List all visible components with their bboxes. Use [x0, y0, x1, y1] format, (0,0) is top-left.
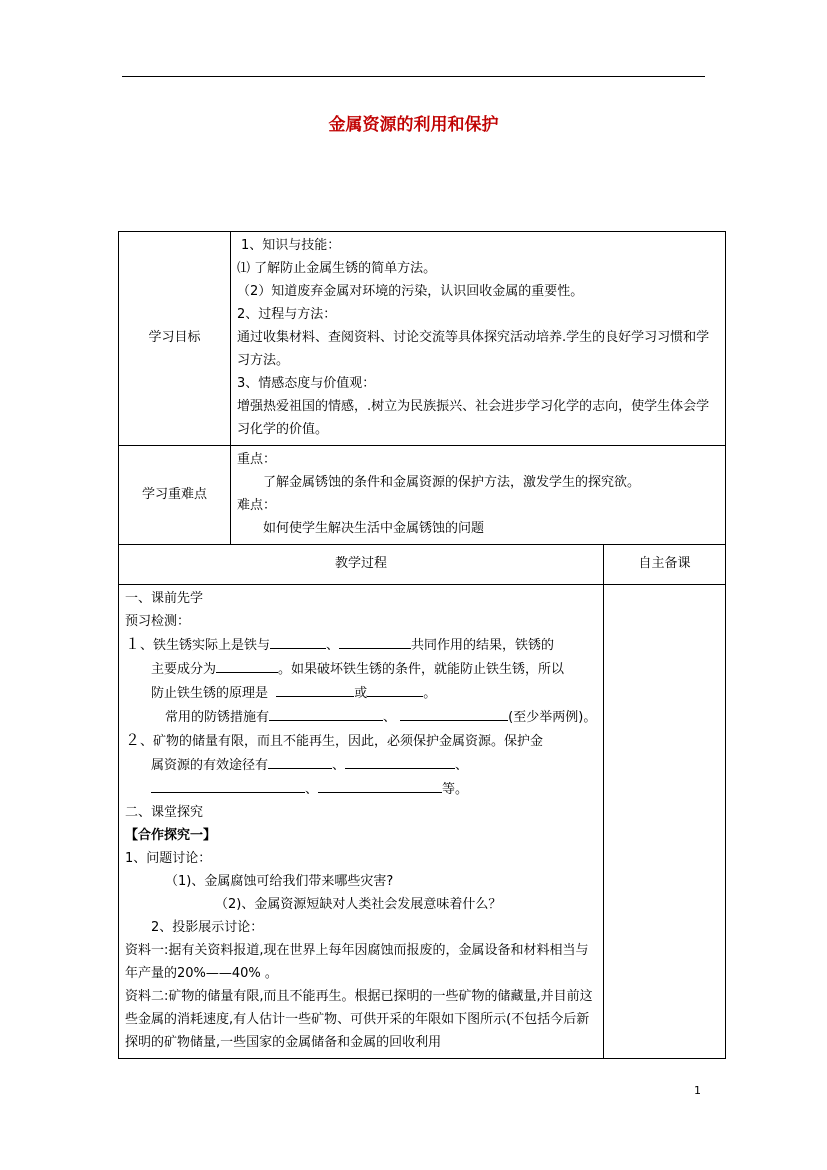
goals-line: （2）知道废弃金属对环境的污染，认识回收金属的重要性。 [237, 284, 584, 299]
question-2: ２、矿物的储量有限，而且不能再生，因此，必须保护金属资源。保护金 [125, 731, 544, 749]
answer-blank[interactable] [268, 753, 332, 769]
goals-line: 1、知识与技能： [241, 238, 341, 253]
goals-line: 通过收集材料、查阅资料、讨论交流等具体探究活动培养.学生的良好学习习惯和学习方法。 [237, 330, 710, 368]
question-number: １ [125, 635, 141, 653]
goals-content [231, 232, 726, 446]
lesson-table [118, 231, 726, 1059]
material-two: 资料二:矿物的储量有限,而且不能再生。根据已探明的一些矿物的储藏量,并目前这些金属的消耗速度,有人估计一些矿物、可供开采的年限如下图所示(不包括今后新探明的矿物储量,一些国家的金属储备和金属的回收利用 [125, 989, 593, 1050]
goals-line: 2、过程与方法： [237, 307, 337, 322]
section-heading: 二、课堂探究 [125, 805, 204, 820]
discussion-heading: 1、问题讨论： [125, 851, 212, 866]
answer-blank[interactable] [269, 705, 383, 721]
prep-header: 自主备课 [604, 545, 726, 585]
process-header: 教学过程 [119, 545, 604, 585]
page-number: 1 [694, 1084, 701, 1097]
difficulty-text: 如何使学生解决生活中金属锈蚀的问题 [263, 521, 485, 536]
answer-blank[interactable] [339, 633, 411, 649]
answer-blank[interactable] [345, 753, 455, 769]
discussion-question: （2)、金属资源短缺对人类社会发展意味着什么？ [215, 897, 502, 912]
goals-label: 学习目标 [119, 232, 231, 446]
answer-blank[interactable] [276, 681, 354, 697]
question-number: ２ [125, 731, 141, 749]
goals-line: 增强热爱祖国的情感，.树立为民族振兴、社会进步学习化学的志向，使学生体会学习化学的价值。 [237, 399, 710, 437]
question-2-line: 、 等。 [125, 777, 597, 801]
question-1-line: 常用的防锈措施有 、 (至少举两例)。 [125, 705, 597, 729]
discussion-question: （1)、金属腐蚀可给我们带来哪些灾害? [165, 874, 394, 889]
column-header-row [119, 545, 726, 585]
answer-blank[interactable] [318, 777, 442, 793]
goals-line: ⑴ 了解防止金属生锈的简单方法。 [237, 261, 437, 276]
question-2-line: 属资源的有效途径有 、 、 [125, 753, 597, 777]
material-one: 资料一:据有关资料报道,现在世界上每年因腐蚀而报废的，金属设备和材料相当与年产量的20%——40% 。 [125, 943, 589, 981]
answer-blank[interactable] [151, 777, 305, 793]
question-1-line: 防止铁生锈的原理是 或 。 [125, 681, 597, 705]
answer-blank[interactable] [367, 681, 423, 697]
answer-blank[interactable] [400, 705, 508, 721]
process-row [119, 585, 726, 1059]
preview-check: 预习检测： [125, 614, 191, 629]
difficulty-heading: 难点： [237, 498, 277, 513]
goals-row [119, 232, 726, 446]
page-title: 金属资源的利用和保护 [328, 115, 499, 135]
answer-blank[interactable] [270, 633, 326, 649]
header-rule [122, 76, 705, 77]
answer-blank[interactable] [216, 657, 278, 673]
key-point-text: 了解金属锈蚀的条件和金属资源的保护方法，激发学生的探究欲。 [263, 475, 641, 490]
question-1-line: 主要成分为 。如果破坏铁生锈的条件，就能防止铁生锈，所以 [125, 657, 597, 681]
coop-heading: 【合作探究一】 [125, 828, 217, 843]
prep-column [604, 585, 726, 1059]
goals-line: 3、情感态度与价值观： [237, 376, 376, 391]
section-heading: 一、课前先学 [125, 591, 204, 606]
key-point-heading: 重点： [237, 452, 277, 467]
process-content [119, 585, 604, 1059]
key-points-label: 学习重难点 [119, 446, 231, 545]
key-points-content [231, 446, 726, 545]
projection-heading: 2、投影展示讨论： [151, 920, 264, 935]
question-1: １、铁生锈实际上是铁与 、 共同作用的结果，铁锈的 [125, 635, 555, 653]
key-points-row [119, 446, 726, 545]
